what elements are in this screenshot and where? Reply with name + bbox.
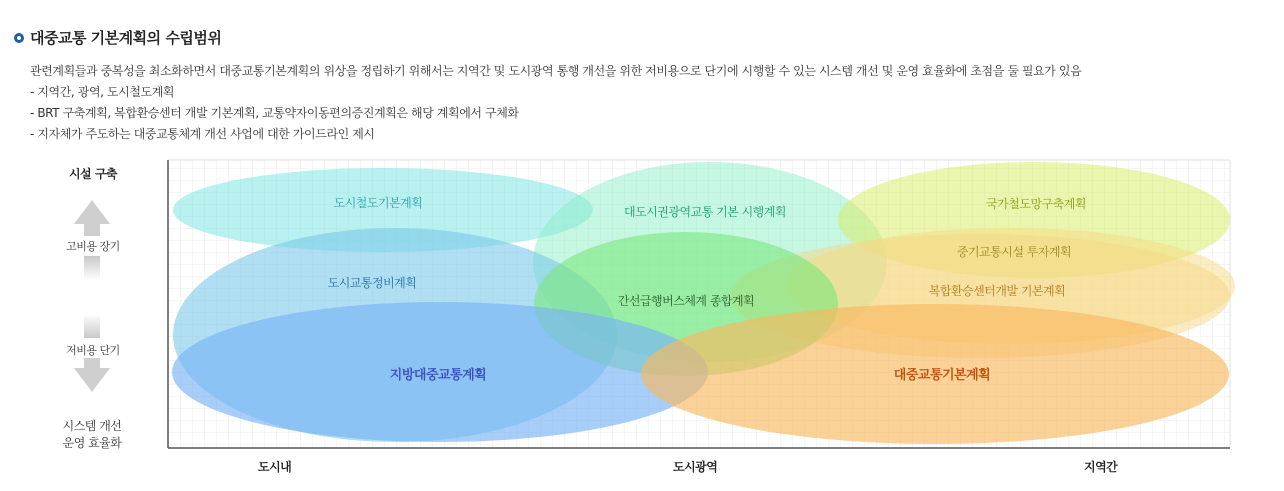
bullet-item: - 지역간, 광역, 도시철도계획 [30, 85, 175, 99]
y-axis-lower-label: 저비용 단기 [66, 344, 120, 357]
x-axis-mid-label: 도시광역 [673, 460, 718, 474]
x-axis-right-label: 지역간 [1084, 460, 1118, 474]
ellipse-public-transit-label: 대중교통기본계획 [893, 368, 991, 383]
bullet-item: - BRT 구축계획, 복합환승센터 개발 기본계획, 교통약자이동편의증진계획은 해당 계획에서 구체화 [30, 106, 519, 120]
x-axis-left-label: 도시내 [258, 460, 292, 474]
ellipse-transfer-center-label: 복합환승센터개발 기본계획 [928, 284, 1066, 298]
plan-ellipses [172, 162, 1235, 444]
ellipse-national-railway-label: 국가철도망구축계획 [986, 197, 1086, 211]
section-title: 대중교통 기본계획의 수립범위 [30, 29, 222, 47]
y-axis-upper-label: 고비용 장기 [66, 240, 120, 253]
ellipse-midterm-investment-label: 중기교통시설 투자계획 [956, 245, 1072, 259]
ellipse-metro-transport-label: 대도시권광역교통 기본 시행계획 [624, 205, 786, 219]
ellipse-urban-railway-label: 도시철도기본계획 [333, 196, 423, 210]
bullet-item: - 지자체가 주도하는 대중교통체계 개선 사업에 대한 가이드라인 제시 [30, 127, 375, 141]
ellipse-brt-label: 간선급행버스체계 종합계획 [617, 294, 755, 308]
y-axis-top-label: 시설 구축 [68, 167, 118, 181]
y-axis-bottom-label-2: 운영 효율화 [62, 436, 122, 450]
y-axis-bottom-label-1: 시스템 개선 [62, 419, 122, 433]
description-text: 관련계획들과 중복성을 최소화하면서 대중교통기본계획의 위상을 정립하기 위해서는 지역간 및 도시광역 통행 개선을 위한 저비용으로 단기에 시행할 수 있는 시스템 개선 및 운영 효율화에 초점을 둘 필요가 있음 [30, 64, 1082, 78]
ellipse-local-transit-label: 지방대중교통계획 [389, 368, 487, 383]
ellipse-urban-transport-label: 도시교통정비계획 [327, 276, 417, 290]
